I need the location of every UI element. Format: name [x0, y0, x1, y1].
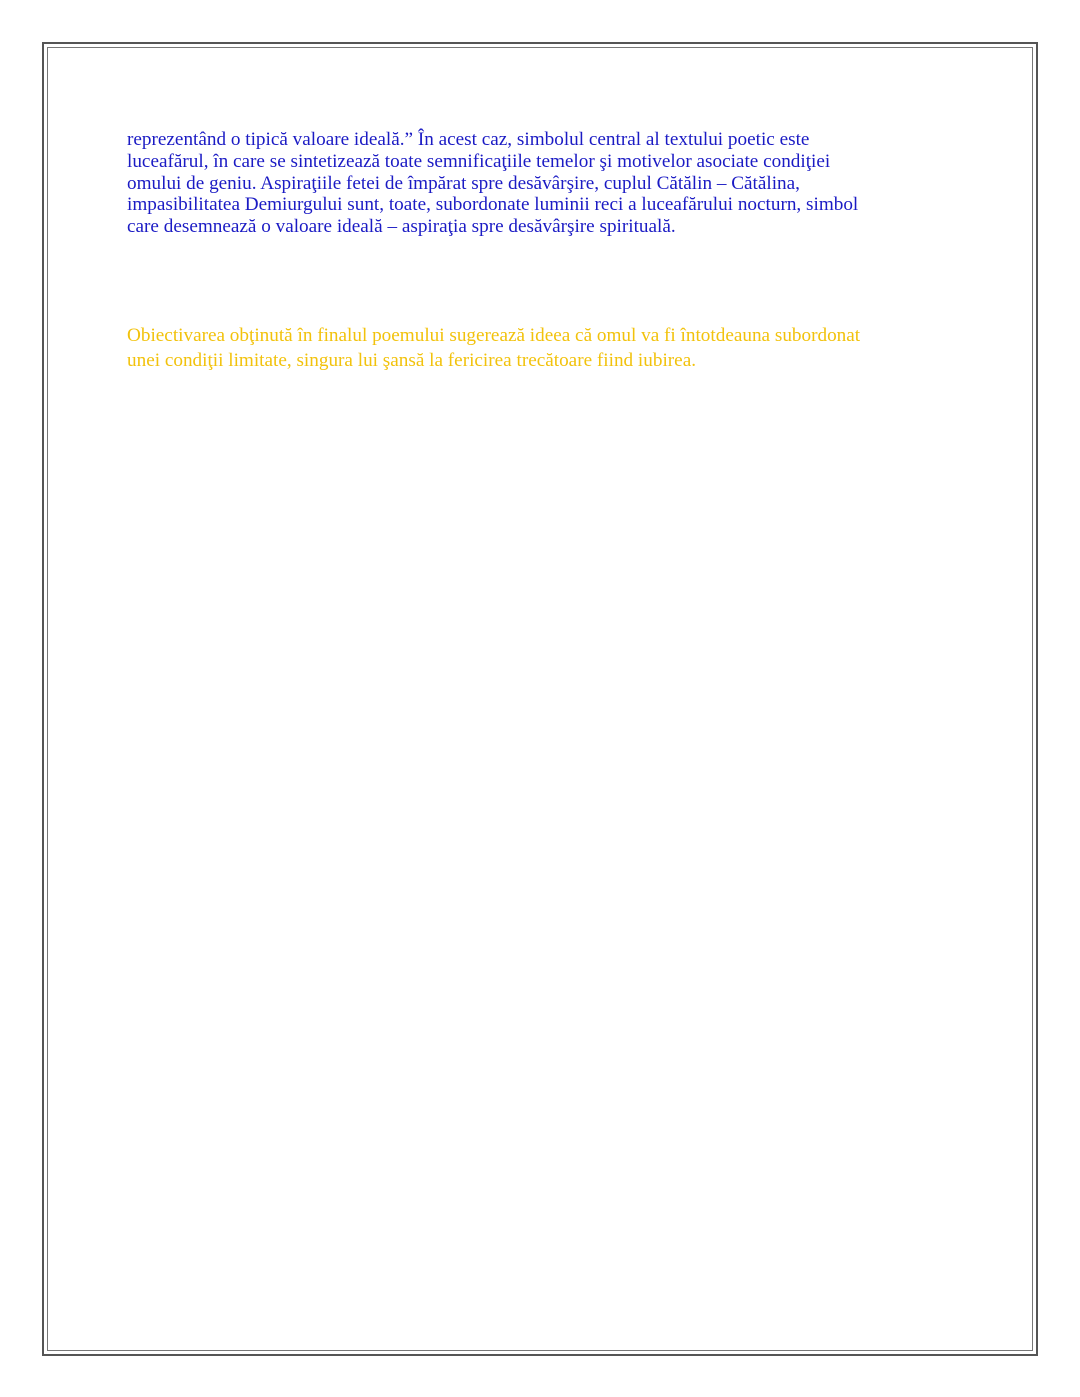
text-line: care desemnează o valoare ideală – aspiraţia spre desăvârşire spirituală. — [127, 216, 676, 238]
text-line: luceafărul, în care se sintetizează toate semnificaţiile temelor şi motivelor asociate condiţiei — [127, 150, 831, 172]
paragraph-yellow — [127, 323, 947, 373]
text-line: reprezentând o tipică valoare ideală.” În acest caz, simbolul central al textului poetic este — [127, 129, 810, 150]
page-border-outer — [42, 42, 1038, 1356]
text-line: omului de geniu. Aspiraţiile fetei de împărat spre desăvârşire, cuplul Cătălin – Cătălina, — [127, 172, 800, 194]
paragraph-blue — [127, 129, 947, 238]
document-body — [127, 129, 947, 371]
text-line: Obiectivarea obţinută în finalul poemului sugerează ideea că omul va fi întotdeauna subordonat — [127, 325, 861, 346]
text-line: unei condiţii limitate, singura lui şansă la fericirea trecătoare fiind iubirea. — [127, 350, 697, 371]
text-line: impasibilitatea Demiurgului sunt, toate, subordonate luminii reci a luceafărului nocturn, simbol — [127, 194, 859, 216]
page-border-inner — [47, 47, 1033, 1351]
